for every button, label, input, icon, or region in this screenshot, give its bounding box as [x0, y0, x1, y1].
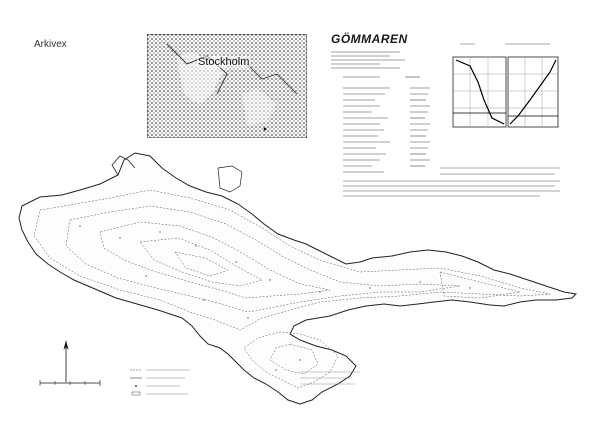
inset-city-label: Stockholm: [198, 56, 250, 68]
scale-bar-icon: [40, 380, 100, 386]
volume-depth-graph: [505, 44, 558, 127]
north-arrow-icon: [64, 340, 69, 382]
lake-shoreline: [19, 153, 576, 404]
data-table: [331, 52, 560, 196]
map-title: GÖMMAREN: [331, 32, 408, 46]
corner-label: Arkivex: [34, 39, 67, 50]
map-legend: [130, 370, 190, 395]
area-depth-graph: [453, 44, 506, 127]
